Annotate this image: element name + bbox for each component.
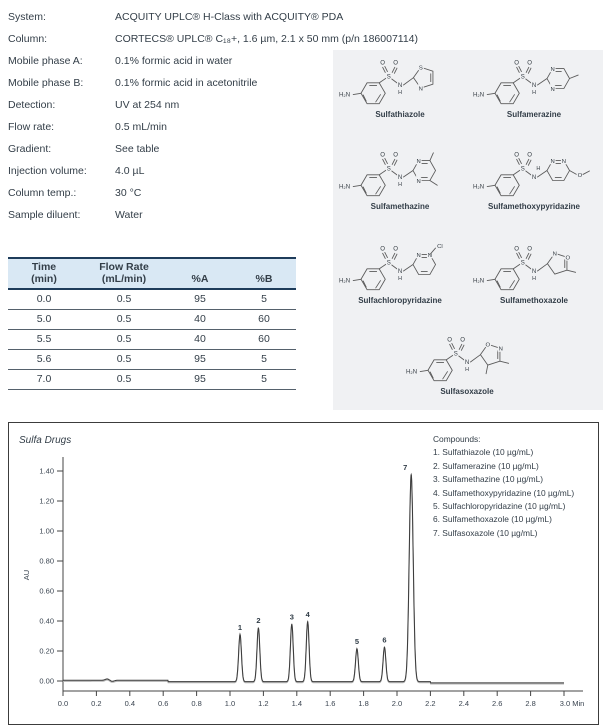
table-cell: 60	[232, 330, 296, 350]
parameter-row	[8, 182, 338, 204]
svg-text:0.8: 0.8	[191, 699, 202, 708]
chemical-structures-panel	[333, 50, 603, 410]
parameter-label: Column:	[8, 33, 48, 45]
svg-text:H₂N: H₂N	[338, 92, 351, 99]
svg-text:2.8: 2.8	[525, 699, 536, 708]
peak-label: 1	[237, 622, 243, 632]
svg-text:0.40: 0.40	[39, 616, 54, 626]
parameter-value: See table	[115, 143, 160, 155]
svg-text:O: O	[380, 60, 386, 67]
table-row	[8, 310, 296, 330]
svg-text:O: O	[485, 342, 491, 349]
legend-items	[433, 446, 595, 540]
parameter-value: 4.0 µL	[115, 165, 145, 177]
structure-sulfamerazine	[469, 55, 599, 119]
svg-text:O: O	[514, 60, 520, 67]
parameter-label: Gradient:	[8, 143, 52, 155]
svg-text:O: O	[527, 152, 533, 159]
structure-sulfamethazine	[335, 147, 465, 211]
chart-title: Sulfa Drugs	[19, 435, 72, 446]
svg-text:H: H	[536, 166, 541, 173]
svg-text:2.0: 2.0	[391, 699, 403, 708]
structure-sulfasoxazole	[402, 332, 532, 396]
parameter-label: Mobile phase A:	[8, 55, 83, 67]
parameter-row	[8, 204, 338, 226]
svg-text:N: N	[531, 82, 537, 89]
svg-text:1.2: 1.2	[258, 699, 269, 708]
svg-text:1.40: 1.40	[39, 466, 54, 476]
parameter-label: Sample diluent:	[8, 209, 81, 221]
svg-text:N: N	[418, 86, 423, 93]
svg-text:0.4: 0.4	[124, 699, 136, 708]
column-header: Time (min)	[8, 258, 80, 289]
svg-text:N: N	[416, 253, 421, 260]
svg-text:O: O	[447, 337, 453, 344]
parameter-label: Flow rate:	[8, 121, 55, 133]
svg-text:0.6: 0.6	[157, 699, 169, 708]
svg-text:0.80: 0.80	[39, 556, 54, 566]
parameter-value: CORTECS® UPLC® C₁₈+, 1.6 µm, 2.1 x 50 mm (p/n 186007114)	[115, 33, 419, 45]
legend-item: 7. Sulfasoxazole (10 µg/mL)	[433, 527, 538, 538]
svg-text:H: H	[532, 90, 536, 97]
structure-drawing-icon	[469, 55, 599, 109]
svg-text:2.2: 2.2	[425, 699, 436, 708]
svg-text:O: O	[393, 246, 399, 253]
structure-drawing-icon	[469, 241, 599, 295]
svg-text:0.20: 0.20	[39, 646, 54, 656]
svg-text:2.6: 2.6	[491, 699, 503, 708]
parameter-value: 0.1% formic acid in acetonitrile	[115, 77, 258, 89]
svg-text:S: S	[453, 351, 458, 358]
parameter-row	[8, 160, 338, 182]
svg-text:N: N	[550, 87, 555, 94]
legend-item: 2. Sulfamerazine (10 µg/mL)	[433, 460, 539, 471]
table-cell: 7.0	[8, 370, 80, 390]
structure-name: Sulfachloropyridazine	[358, 296, 442, 305]
svg-text:H₂N: H₂N	[472, 184, 485, 191]
svg-text:H: H	[532, 276, 536, 283]
structure-drawing-icon	[335, 147, 465, 201]
svg-text:O: O	[565, 255, 571, 262]
svg-text:O: O	[527, 60, 533, 67]
svg-text:N: N	[550, 67, 555, 74]
structure-sulfachloropyridazine	[335, 241, 465, 305]
svg-text:H₂N: H₂N	[338, 278, 351, 285]
legend-item: 3. Sulfamethazine (10 µg/mL)	[433, 474, 544, 485]
parameter-row	[8, 94, 338, 116]
svg-text:O: O	[577, 173, 583, 180]
svg-text:O: O	[514, 246, 520, 253]
legend-item: 6. Sulfamethoxazole (10 µg/mL)	[433, 514, 552, 525]
svg-text:N: N	[397, 174, 403, 181]
parameter-label: System:	[8, 11, 46, 23]
svg-text:H₂N: H₂N	[405, 369, 418, 376]
parameter-label: Injection volume:	[8, 165, 87, 177]
table-cell: 5	[232, 289, 296, 310]
legend-item: 1. Sulfathiazole (10 µg/mL)	[433, 447, 534, 458]
svg-text:0.60: 0.60	[39, 586, 54, 596]
svg-text:O: O	[393, 60, 399, 67]
table-cell: 5	[232, 350, 296, 370]
gradient-table	[8, 257, 296, 390]
table-cell: 5.5	[8, 330, 80, 350]
svg-text:H: H	[398, 90, 402, 97]
table-row	[8, 370, 296, 390]
svg-text:N: N	[416, 179, 421, 186]
table-cell: 95	[168, 350, 232, 370]
table-cell: 0.5	[80, 289, 168, 310]
svg-text:H: H	[398, 276, 402, 283]
structure-name: Sulfamethazine	[370, 202, 430, 211]
column-header: Flow Rate (mL/min)	[80, 258, 168, 289]
parameter-row	[8, 72, 338, 94]
svg-text:N: N	[427, 253, 433, 260]
parameter-value: 0.1% formic acid in water	[115, 55, 233, 67]
table-cell: 95	[168, 370, 232, 390]
svg-text:S: S	[386, 260, 391, 267]
parameter-value: 30 °C	[115, 187, 142, 199]
structure-drawing-icon	[402, 332, 532, 386]
peak-label: 6	[382, 635, 387, 645]
legend-title: Compounds:	[433, 434, 481, 444]
svg-text:0.2: 0.2	[91, 699, 102, 708]
svg-text:S: S	[386, 166, 391, 173]
chromatogram-box	[8, 422, 599, 725]
svg-text:1.20: 1.20	[39, 496, 54, 506]
parameter-value: UV at 254 nm	[115, 99, 180, 111]
table-cell: 0.5	[80, 330, 168, 350]
table-cell: 60	[232, 310, 296, 330]
structure-name: Sulfathiazole	[375, 110, 425, 119]
svg-text:1.0: 1.0	[224, 699, 236, 708]
svg-text:S: S	[386, 74, 391, 81]
compounds-legend	[433, 433, 595, 540]
table-row	[8, 350, 296, 370]
table-cell: 0.5	[80, 370, 168, 390]
table-cell: 40	[168, 310, 232, 330]
structure-sulfamethoxypyridazine	[469, 147, 599, 211]
svg-text:S: S	[418, 65, 423, 72]
table-cell: 40	[168, 330, 232, 350]
svg-text:N: N	[397, 268, 403, 275]
svg-text:O: O	[460, 337, 466, 344]
svg-text:O: O	[380, 152, 386, 159]
structure-drawing-icon	[469, 147, 599, 201]
legend-item: 4. Sulfamethoxypyridazine (10 µg/mL)	[433, 487, 575, 498]
parameter-value: 0.5 mL/min	[115, 121, 167, 133]
svg-text:H₂N: H₂N	[472, 92, 485, 99]
table-cell: 0.5	[80, 350, 168, 370]
svg-text:S: S	[520, 260, 525, 267]
table-row	[8, 289, 296, 310]
svg-text:1.00: 1.00	[39, 526, 54, 536]
parameter-row	[8, 138, 338, 160]
svg-text:1.8: 1.8	[358, 699, 369, 708]
svg-text:N: N	[552, 251, 557, 258]
peak-label: 5	[354, 637, 359, 646]
column-header: %B	[232, 258, 296, 289]
svg-text:O: O	[380, 246, 386, 253]
table-cell: 95	[168, 289, 232, 310]
parameter-row	[8, 50, 338, 72]
svg-text:3.0 Min: 3.0 Min	[559, 699, 585, 708]
parameter-row	[8, 28, 419, 50]
parameter-value: Water	[115, 209, 143, 221]
peak-label: 3	[289, 612, 294, 622]
svg-text:H: H	[465, 367, 469, 374]
table-cell: 5	[232, 370, 296, 390]
peak-label: 4	[305, 610, 310, 619]
table-cell: 0.0	[8, 289, 80, 310]
parameter-value: ACQUITY UPLC® H-Class with ACQUITY® PDA	[115, 11, 344, 23]
structure-sulfathiazole	[335, 55, 465, 119]
table-cell: 5.6	[8, 350, 80, 370]
svg-text:N: N	[416, 159, 421, 166]
svg-text:N: N	[550, 159, 555, 166]
svg-text:1.4: 1.4	[291, 699, 303, 708]
structure-name: Sulfamerazine	[506, 110, 562, 119]
structure-drawing-icon	[335, 55, 465, 109]
svg-text:2.4: 2.4	[458, 699, 470, 708]
parameter-row	[8, 116, 338, 138]
legend-item: 5. Sulfachloropyridazine (10 µg/mL)	[433, 501, 566, 512]
svg-text:H: H	[398, 182, 402, 189]
gradient-table-header	[8, 258, 296, 289]
peak-label: 7	[403, 463, 408, 472]
y-axis-label: AU	[22, 569, 31, 581]
parameter-label: Mobile phase B:	[8, 77, 84, 89]
svg-text:N: N	[531, 174, 537, 181]
table-row	[8, 330, 296, 350]
svg-text:O: O	[514, 152, 520, 159]
svg-text:O: O	[527, 246, 533, 253]
svg-text:H₂N: H₂N	[472, 278, 485, 285]
peak-label: 2	[256, 616, 261, 625]
svg-text:0.0: 0.0	[57, 699, 69, 708]
parameter-label: Detection:	[8, 99, 56, 111]
svg-text:N: N	[498, 346, 503, 353]
svg-text:S: S	[520, 74, 525, 81]
svg-text:Cl: Cl	[437, 244, 443, 251]
parameter-row	[8, 6, 344, 28]
structure-sulfamethoxazole	[469, 241, 599, 305]
table-cell: 0.5	[80, 310, 168, 330]
column-header: %A	[168, 258, 232, 289]
parameter-label: Column temp.:	[8, 187, 77, 199]
svg-text:N: N	[531, 268, 537, 275]
svg-text:H₂N: H₂N	[338, 184, 351, 191]
table-cell: 5.0	[8, 310, 80, 330]
svg-text:1.6: 1.6	[324, 699, 336, 708]
gradient-table-body	[8, 289, 296, 390]
structure-drawing-icon	[335, 241, 465, 295]
structure-name: Sulfamethoxypyridazine	[487, 202, 581, 211]
svg-text:N: N	[397, 82, 403, 89]
svg-text:0.00: 0.00	[39, 676, 54, 686]
svg-text:S: S	[520, 166, 525, 173]
svg-text:O: O	[393, 152, 399, 159]
svg-text:N: N	[561, 159, 567, 166]
structure-name: Sulfamethoxazole	[499, 296, 568, 305]
structure-name: Sulfasoxazole	[440, 387, 494, 396]
svg-text:N: N	[464, 359, 470, 366]
